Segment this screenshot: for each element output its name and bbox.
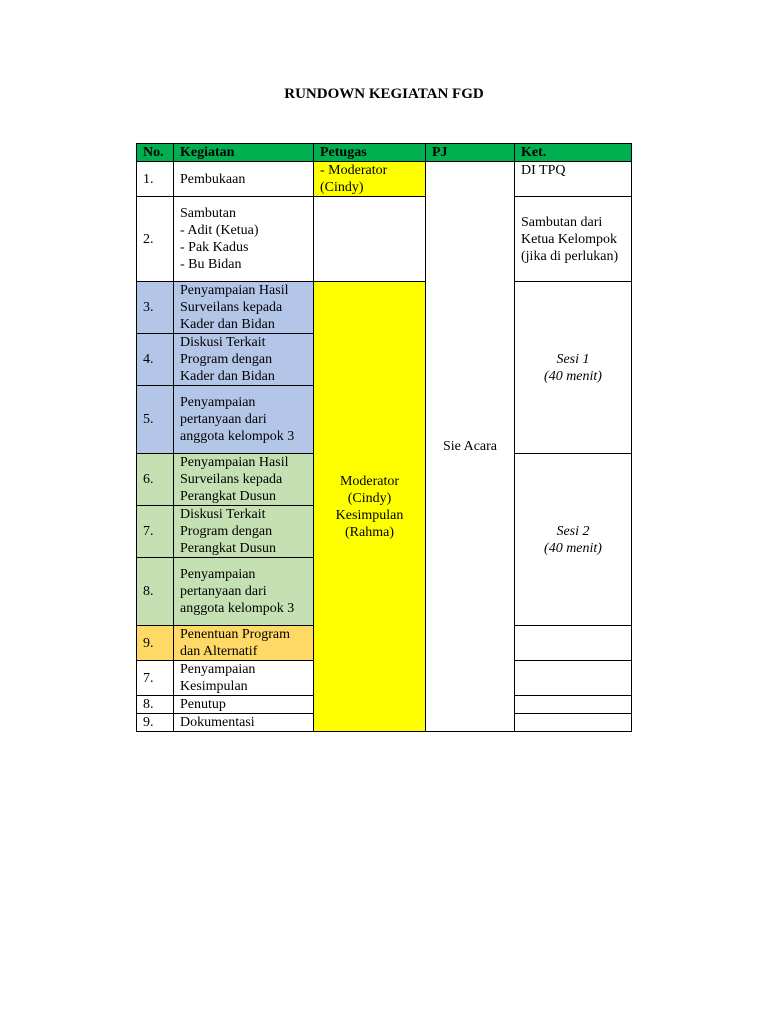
- row-kegiatan: Sambutan - Adit (Ketua) - Pak Kadus - Bu Bidan: [174, 197, 314, 282]
- ket-empty: [515, 696, 632, 714]
- row-no: 6.: [137, 454, 174, 506]
- row-no: 7.: [137, 661, 174, 696]
- ket-opening: DI TPQ: [515, 162, 632, 197]
- table-row: [137, 197, 632, 282]
- row-no: 7.: [137, 506, 174, 558]
- row-no: 2.: [137, 197, 174, 282]
- row-kegiatan: Penentuan Program dan Alternatif: [174, 626, 314, 661]
- row-no: 5.: [137, 386, 174, 454]
- row-kegiatan: Diskusi Terkait Program dengan Perangkat Dusun: [174, 506, 314, 558]
- header-pj: PJ: [426, 144, 515, 162]
- ket-sambutan: Sambutan dari Ketua Kelompok (jika di perlukan): [515, 197, 632, 282]
- row-kegiatan: Penyampaian Hasil Surveilans kepada Perangkat Dusun: [174, 454, 314, 506]
- table-row: [137, 162, 632, 197]
- row-kegiatan: Penyampaian Kesimpulan: [174, 661, 314, 696]
- petugas-empty: [314, 197, 426, 282]
- rundown-table: [136, 143, 632, 732]
- row-kegiatan: Pembukaan: [174, 162, 314, 197]
- row-kegiatan: Penyampaian Hasil Surveilans kepada Kader dan Bidan: [174, 282, 314, 334]
- row-no: 8.: [137, 558, 174, 626]
- header-no: No.: [137, 144, 174, 162]
- document-title: RUNDOWN KEGIATAN FGD: [284, 86, 484, 102]
- row-no: 1.: [137, 162, 174, 197]
- pj-sie-acara: Sie Acara: [426, 162, 515, 732]
- row-kegiatan: Penyampaian pertanyaan dari anggota kelompok 3: [174, 386, 314, 454]
- row-no: 9.: [137, 626, 174, 661]
- ket-sesi-1: Sesi 1 (40 menit): [515, 282, 632, 454]
- row-kegiatan: Dokumentasi: [174, 714, 314, 732]
- header-petugas: Petugas: [314, 144, 426, 162]
- row-kegiatan: Penyampaian pertanyaan dari anggota kelompok 3: [174, 558, 314, 626]
- row-no: 9.: [137, 714, 174, 732]
- table-header-row: [137, 144, 632, 162]
- header-ket: Ket.: [515, 144, 632, 162]
- ket-empty: [515, 661, 632, 696]
- row-kegiatan: Diskusi Terkait Program dengan Kader dan Bidan: [174, 334, 314, 386]
- row-kegiatan: Penutup: [174, 696, 314, 714]
- ket-sesi-2: Sesi 2 (40 menit): [515, 454, 632, 626]
- table-row: [137, 282, 632, 334]
- petugas-opening: - Moderator (Cindy): [314, 162, 426, 197]
- header-kegiatan: Kegiatan: [174, 144, 314, 162]
- row-no: 4.: [137, 334, 174, 386]
- petugas-main: Moderator (Cindy) Kesimpulan (Rahma): [314, 282, 426, 732]
- ket-empty: [515, 714, 632, 732]
- row-no: 3.: [137, 282, 174, 334]
- row-no: 8.: [137, 696, 174, 714]
- ket-empty: [515, 626, 632, 661]
